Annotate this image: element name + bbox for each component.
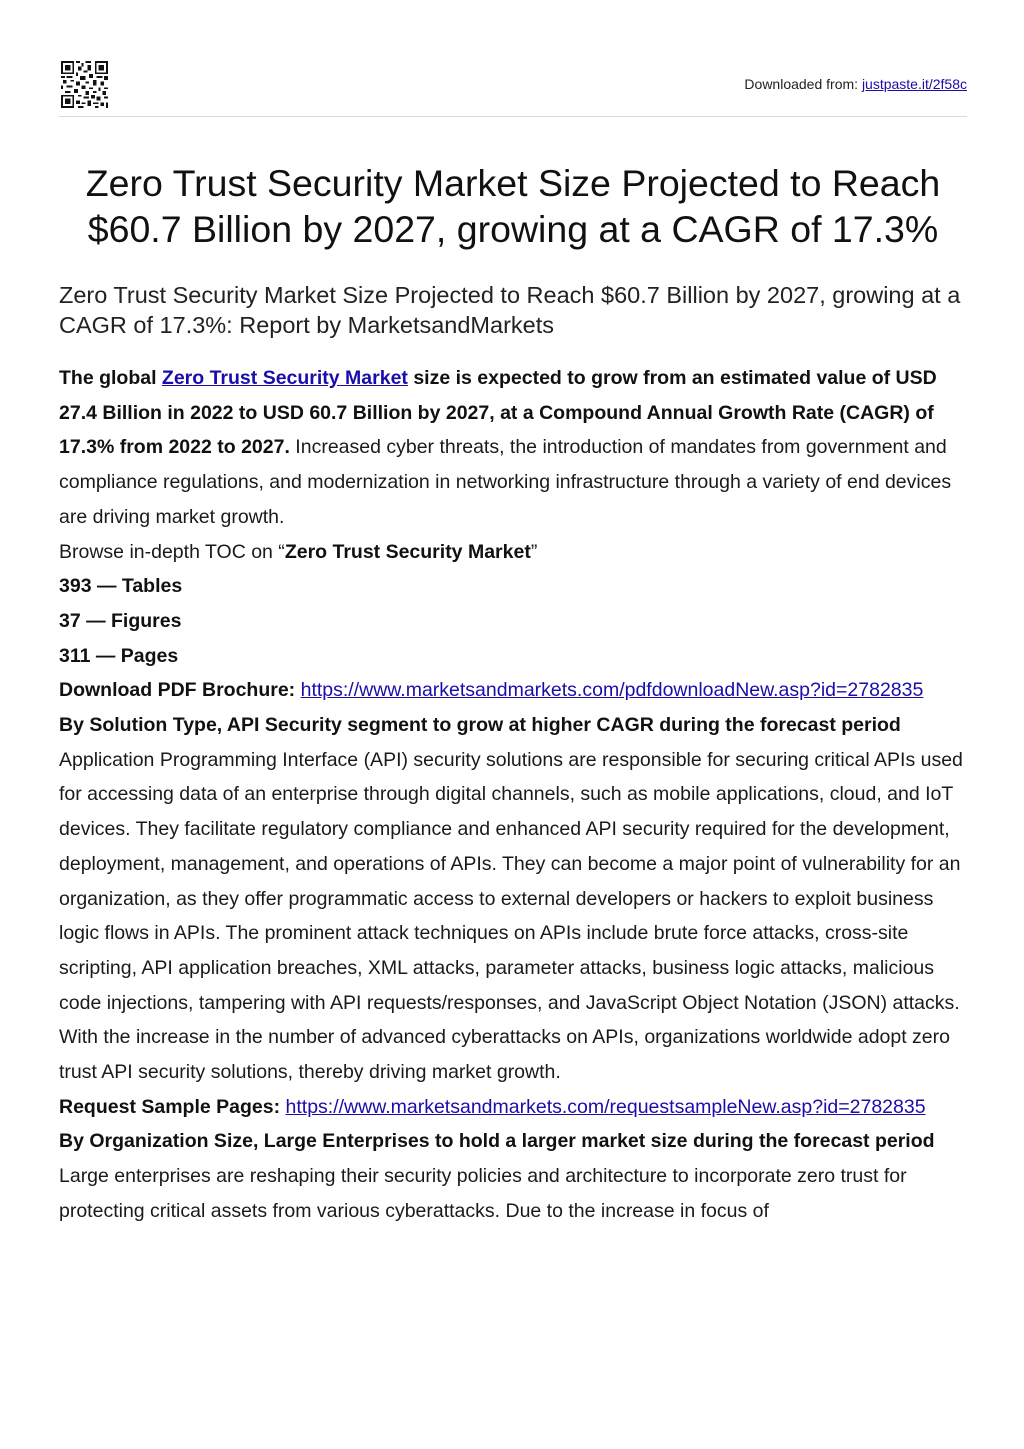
intro-text: Increased cyber threats, the introduction of mandates from government and compliance regulations, and modernization in networking infrastructure through a variety of end devices are driving market growth. <box>59 436 952 528</box>
header-divider <box>59 116 967 117</box>
intro-paragraph <box>59 361 969 535</box>
org-section-heading: By Organization Size, Large Enterprises to hold a larger market size during the forecast period <box>59 1130 935 1153</box>
toc-prefix: Browse in-depth TOC on “ <box>59 540 285 563</box>
api-section-body: Application Programming Interface (API) security solutions are responsible for securing critical APIs used for accessing data of an enterprise through digital channels, such as mobile applications, cloud, and IoT devices. They facilitate regulatory compliance and enhanced API security required for the development, deployment, management, and operations of APIs. They can become a major point of vulnerability for an organization, as they offer programmatic access to external developers or hackers to exploit business logic flows in APIs. The prominent attack techniques on APIs include brute force attacks, cross-site scripting, API application breaches, XML attacks, parameter attacks, business logic attacks, malicious code injections, tampering with API requests/responses, and JavaScript Object Notation (JSON) attacks. With the increase in the number of advanced cyberattacks on APIs, organizations worldwide adopt zero trust API security solutions, thereby driving market growth. <box>59 748 963 1084</box>
toc-line <box>59 535 969 570</box>
page-subtitle: Zero Trust Security Market Size Projected to Reach $60.7 Billion by 2027, growing at a CAGR of 17.3%: Report by MarketsandMarkets <box>59 282 961 338</box>
toc-figures: 37 — Figures <box>59 609 182 632</box>
toc-suffix: ” <box>530 540 538 563</box>
qr-code-icon <box>61 61 108 108</box>
brochure-line <box>59 673 969 708</box>
toc-tables: 393 — Tables <box>59 575 183 598</box>
sample-label: Request Sample Pages: <box>59 1095 281 1118</box>
article-body <box>59 361 969 1229</box>
brochure-link[interactable]: https://www.marketsandmarkets.com/pdfdownloadNew.asp?id=2782835 <box>300 679 924 702</box>
download-source <box>744 76 967 92</box>
source-link[interactable]: justpaste.it/2f58c <box>861 76 967 92</box>
page-title: Zero Trust Security Market Size Projected to Reach $60.7 Billion by 2027, growing at a CAGR of 17.3% <box>85 162 941 250</box>
brochure-label: Download PDF Brochure: <box>59 679 296 702</box>
intro-bold-prefix: The global <box>59 367 162 389</box>
api-section-heading: By Solution Type, API Security segment to grow at higher CAGR during the forecast period <box>59 714 901 737</box>
toc-market-name: Zero Trust Security Market <box>284 540 531 563</box>
intro-bold-suffix: size is expected to grow from an estimated value of USD 27.4 Billion in 2022 to USD 60.7 Billion by 2027, at a Compound Annual Growth Rate (CAGR) of 17.3% from 2022 to 2027. <box>59 367 937 459</box>
market-link[interactable]: Zero Trust Security Market <box>161 367 408 389</box>
sample-link[interactable]: https://www.marketsandmarkets.com/requestsampleNew.asp?id=2782835 <box>285 1095 926 1118</box>
downloaded-from-label: Downloaded from: <box>744 76 862 92</box>
toc-pages: 311 — Pages <box>59 644 179 667</box>
sample-line <box>59 1090 969 1125</box>
org-section-body: Large enterprises are reshaping their security policies and architecture to incorporate zero trust for protecting critical assets from various cyberattacks. Due to the increase in focus of <box>59 1165 907 1222</box>
